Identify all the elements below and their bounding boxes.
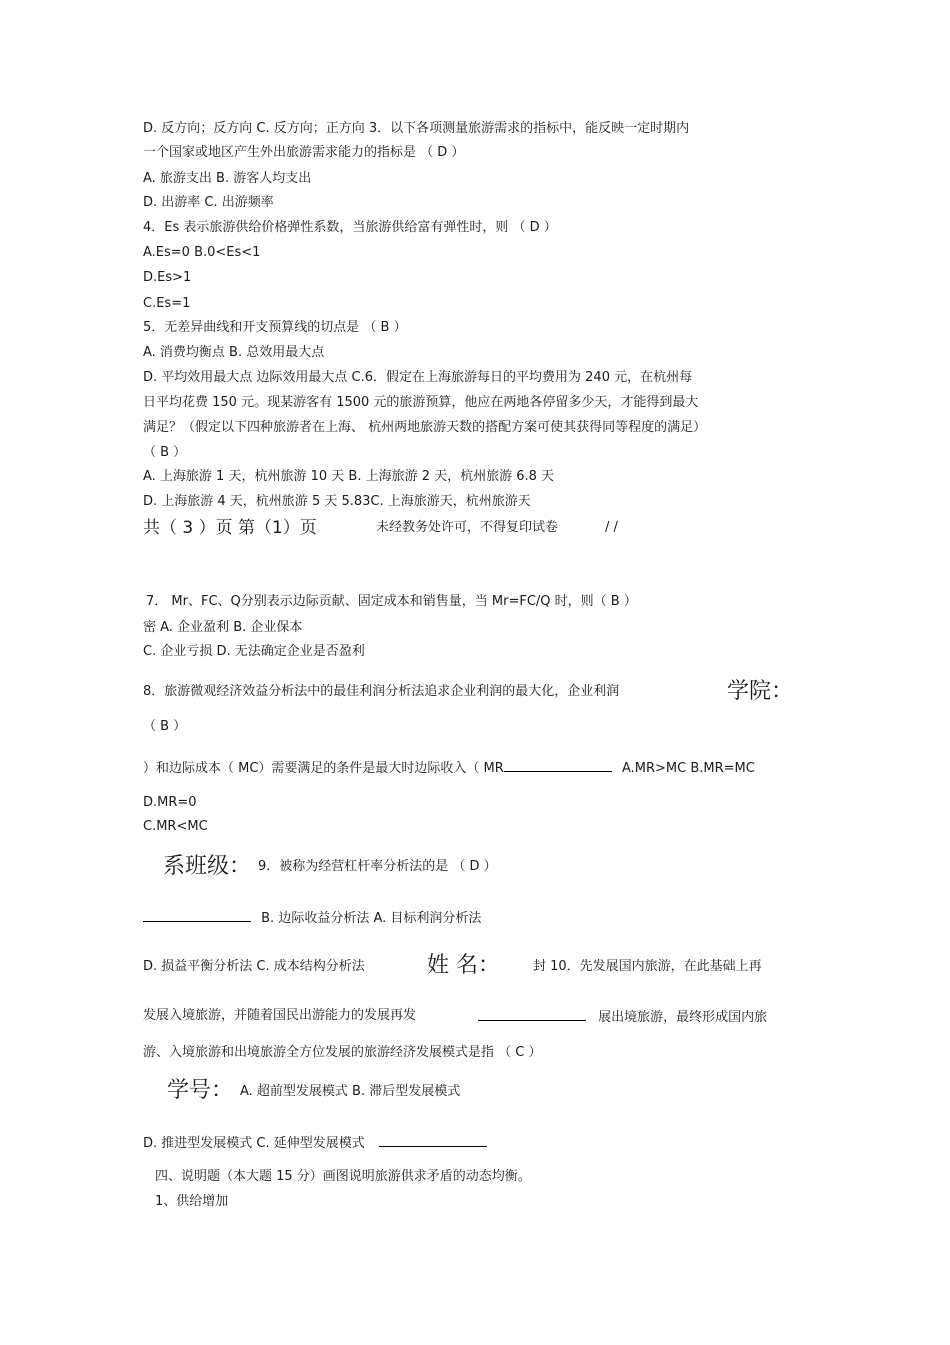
option-line: A. 超前型发展模式 B. 滞后型发展模式	[240, 1084, 461, 1099]
text-line	[143, 1134, 487, 1152]
option-line: D. 上海旅游 4 天，杭州旅游 5 天 5.83C. 上海旅游天，杭州旅游天	[143, 494, 531, 509]
fill-blank	[478, 1008, 586, 1021]
page-footer: 共（ 3 ）页 第（1）页	[143, 518, 317, 538]
question-9: 9．被称为经营杠杆率分析法的是 （ D ）	[258, 859, 497, 874]
text-line	[478, 1008, 767, 1026]
question-8: 8．旅游微观经济效益分析法中的最佳利润分析法追求企业利润的最大化，企业利润	[143, 684, 620, 699]
section-heading: 四、说明题（本大题 15 分）画图说明旅游供求矛盾的动态均衡。	[155, 1169, 531, 1184]
option-line: C. 企业亏损 D. 无法确定企业是否盈利	[143, 644, 365, 659]
fill-blank	[504, 759, 612, 772]
text-line: D. 平均效用最大点 边际效用最大点 C.6．假定在上海旅游每日的平均费用为 240 元，在杭州每	[143, 370, 693, 385]
question-7: 7． Mr、FC、Q分别表示边际贡献、固定成本和销售量，当 Mr=FC/Q 时，则（ B ）	[146, 594, 637, 609]
option-line: C.Es=1	[143, 296, 191, 311]
footer-marks: / /	[605, 520, 618, 535]
text-line: 游、入境旅游和出境旅游全方位发展的旅游经济发展模式是指 （ C ）	[143, 1045, 542, 1060]
option-line: 密 A. 企业盈利 B. 企业保本	[143, 620, 303, 635]
option-line: A. 上海旅游 1 天，杭州旅游 10 天 B. 上海旅游 2 天，杭州旅游 6.8 天	[143, 469, 555, 484]
answer-line: （ B ）	[143, 445, 187, 460]
text-line: 1、供给增加	[155, 1194, 229, 1209]
option-line: D. 推进型发展模式 C. 延伸型发展模式	[143, 1136, 365, 1151]
option-line: C.MR<MC	[143, 819, 208, 834]
text-segment: ）和边际成本（ MC）需要满足的条件是最大时边际收入（ MR	[143, 761, 504, 776]
name-label: 姓 名：	[427, 953, 500, 978]
question-10: 封 10．先发展国内旅游，在此基础上再	[533, 959, 762, 974]
option-line: D. 损益平衡分析法 C. 成本结构分析法	[143, 959, 365, 974]
question-5: 5．无差异曲线和开支预算线的切点是 （ B ）	[143, 320, 407, 335]
footer-notice: 未经教务处许可，不得复印试卷	[376, 520, 559, 535]
option-line: D.Es>1	[143, 270, 192, 285]
option-line: D.MR=0	[143, 795, 197, 810]
text-line	[143, 759, 755, 777]
text-segment: 展出境旅游，最终形成国内旅	[598, 1010, 768, 1025]
class-label: 系班级：	[163, 854, 252, 879]
option-line: B. 边际收益分析法 A. 目标利润分析法	[261, 911, 482, 926]
text-line: D. 反方向；反方向 C. 反方向；正方向 3．以下各项测量旅游需求的指标中，能反映一定时期内	[143, 121, 690, 136]
text-segment: A.MR>MC B.MR=MC	[621, 761, 755, 776]
answer-line: （ B ）	[143, 719, 187, 734]
text-line: 一个国家或地区产生外出旅游需求能力的指标是 （ D ）	[143, 145, 465, 160]
text-line: 日平均花费 150 元。现某游客有 1500 元的旅游预算，他应在两地各停留多少天，才能得到最大	[143, 395, 699, 410]
option-line: A. 旅游支出 B. 游客人均支出	[143, 171, 312, 186]
text-line: 满足？（假定以下四种旅游者在上海、 杭州两地旅游天数的搭配方案可使其获得同等程度的满足）	[143, 420, 707, 435]
fill-blank	[143, 909, 251, 922]
fill-blank	[379, 1134, 487, 1147]
option-line: A.Es=0 B.0<Es<1	[143, 245, 261, 260]
option-line: D. 出游率 C. 出游频率	[143, 195, 274, 210]
college-label: 学院：	[727, 679, 794, 704]
question-4: 4．Es 表示旅游供给价格弹性系数，当旅游供给富有弹性时，则 （ D ）	[143, 220, 557, 235]
option-line: A. 消费均衡点 B. 总效用最大点	[143, 345, 325, 360]
student-id-label: 学号：	[167, 1078, 234, 1103]
text-line: 发展入境旅游，并随着国民出游能力的发展再发	[143, 1008, 417, 1023]
text-line	[143, 909, 481, 927]
